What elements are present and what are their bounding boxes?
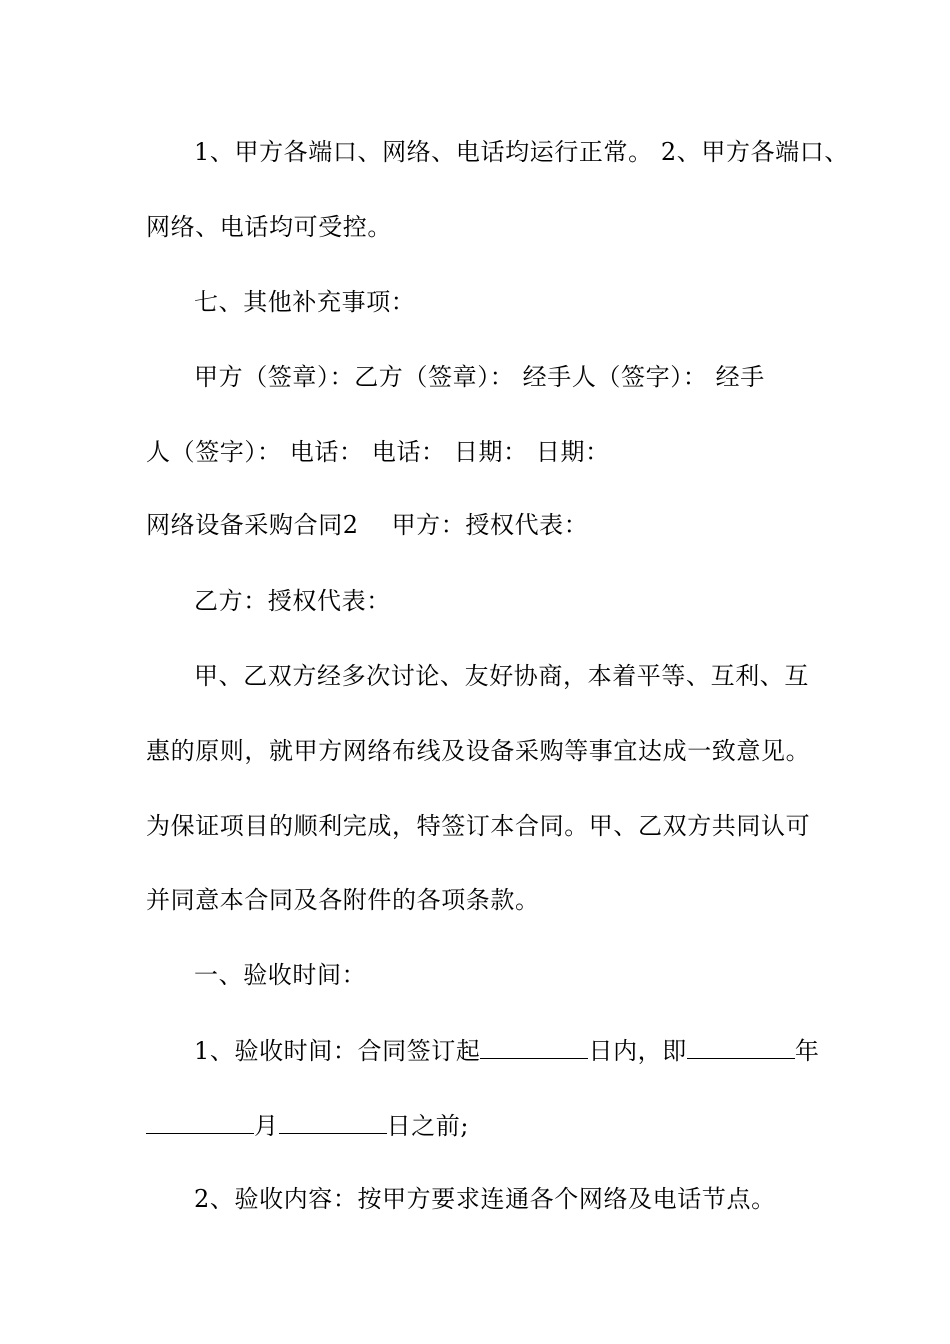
signature-line: 人（签字）： 电话： 电话： 日期： 日期： — [146, 438, 610, 466]
fill-blank-day[interactable] — [279, 1109, 387, 1134]
paragraph-line: 并同意本合同及各附件的各项条款。 — [146, 886, 540, 914]
acceptance-time-text: 日内，即 — [588, 1037, 687, 1065]
acceptance-time-line — [194, 1034, 834, 1067]
party-line: 乙方：授权代表： — [194, 587, 391, 615]
fill-blank-days[interactable] — [480, 1034, 588, 1059]
signature-line: 甲方（签章）：乙方（签章）： 经手人（签字）： 经手 — [194, 363, 765, 391]
section-heading: 一、验收时间： — [194, 961, 367, 989]
acceptance-time-text: 月 — [254, 1112, 279, 1140]
paragraph-line: 网络、电话均可受控。 — [146, 213, 392, 241]
contract-title-line: 网络设备采购合同2 甲方：授权代表： — [146, 511, 589, 539]
fill-blank-year[interactable] — [687, 1034, 795, 1059]
paragraph-line: 2、验收内容：按甲方要求连通各个网络及电话节点。 — [194, 1185, 776, 1213]
paragraph-line: 惠的原则，就甲方网络布线及设备采购等事宜达成一致意见。 — [146, 737, 811, 765]
acceptance-time-suffix: 日之前; — [386, 1112, 470, 1140]
section-heading: 七、其他补充事项： — [194, 288, 416, 316]
acceptance-time-line — [146, 1109, 836, 1142]
paragraph-line: 为保证项目的顺利完成，特签订本合同。甲、乙双方共同认可 — [146, 812, 811, 840]
paragraph-line: 甲、乙双方经多次讨论、友好协商，本着平等、互利、互 — [194, 662, 809, 690]
paragraph-line: 1、甲方各端口、网络、电话均运行正常。 2、甲方各端口、 — [194, 138, 849, 166]
acceptance-time-prefix: 1、验收时间：合同签订起 — [194, 1037, 481, 1065]
fill-blank-month[interactable] — [146, 1109, 254, 1134]
acceptance-time-text: 年 — [794, 1037, 820, 1065]
